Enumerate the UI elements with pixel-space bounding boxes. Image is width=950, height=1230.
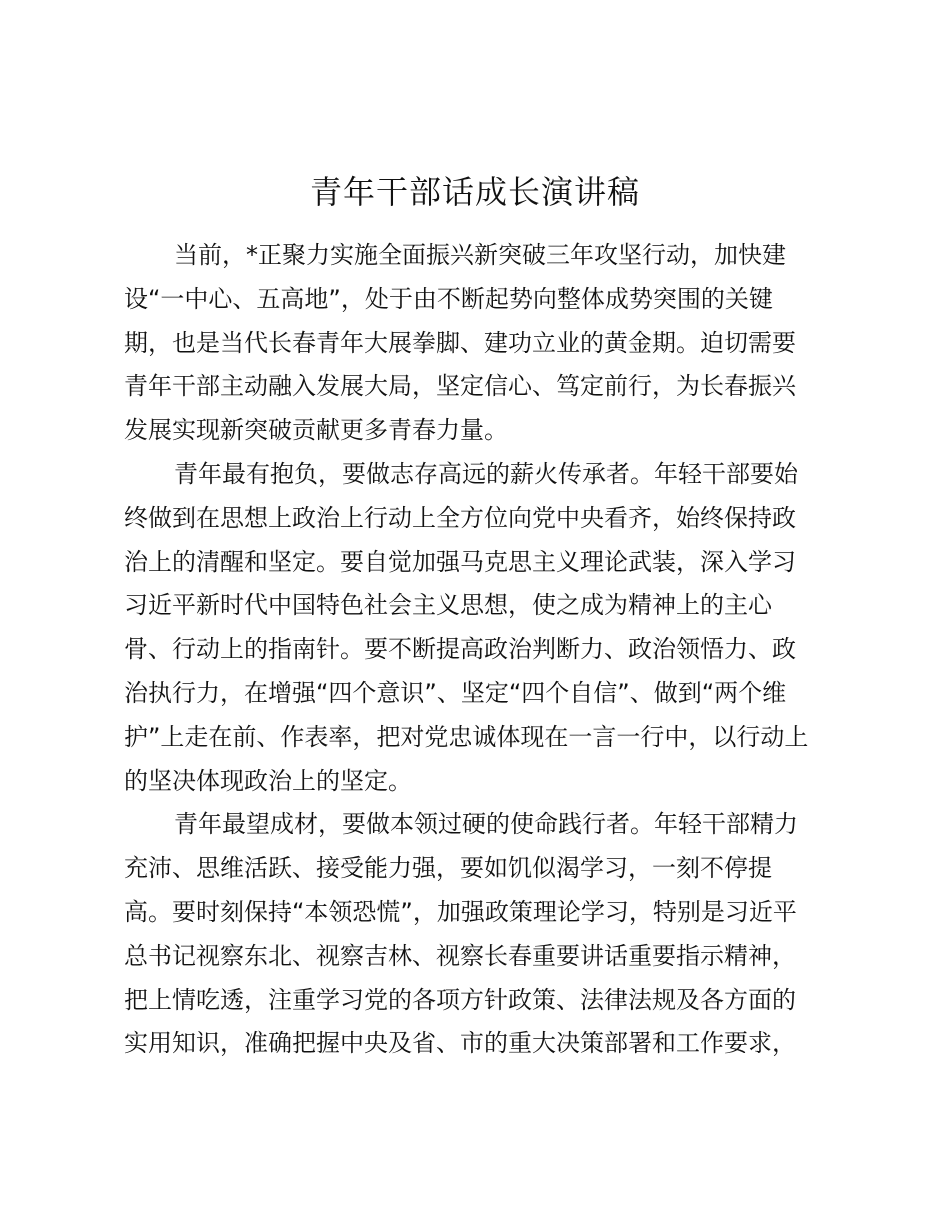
paragraph-3-line-5: 把上情吃透，注重学习党的各项方针政策、法律法规及各方面的 [124, 985, 796, 1014]
paragraph-3-line-6: 实用知识，准确把握中央及省、市的重大决策部署和工作要求， [124, 1029, 796, 1058]
document-body [124, 234, 844, 1066]
paragraph-1-line-5: 发展实现新突破贡献更多青春力量。 [124, 416, 508, 445]
paragraph-2-line-2: 终做到在思想上政治上行动上全方位向党中央看齐，始终保持政 [124, 503, 796, 532]
paragraph-3-line-3: 高。要时刻保持“本领恐慌”，加强政策理论学习，特别是习近平 [124, 897, 797, 926]
paragraph-2-line-3: 治上的清醒和坚定。要自觉加强马克思主义理论武装，深入学习 [124, 547, 796, 576]
paragraph-1-line-2: 设“一中心、五高地”，处于由不断起势向整体成势突围的关键 [124, 284, 773, 313]
paragraph-2-line-1: 青年最有抱负，要做志存高远的薪火传承者。年轻干部要始 [174, 459, 798, 488]
paragraph-2-line-8: 的坚决体现政治上的坚定。 [124, 766, 412, 795]
paragraph-2-line-4: 习近平新时代中国特色社会主义思想，使之成为精神上的主心 [124, 591, 772, 620]
paragraph-1-line-1: 当前，*正聚力实施全面振兴新突破三年攻坚行动，加快建 [174, 241, 786, 269]
paragraph-1-line-3: 期，也是当代长春青年大展拳脚、建功立业的黄金期。迫切需要 [124, 328, 796, 357]
paragraph-2-line-5: 骨、行动上的指南针。要不断提高政治判断力、政治领悟力、政 [124, 635, 796, 664]
paragraph-1-line-4: 青年干部主动融入发展大局，坚定信心、笃定前行，为长春振兴 [124, 372, 796, 401]
paragraph-2-line-6: 治执行力，在增强“四个意识”、坚定“四个自信”、做到“两个维 [124, 678, 787, 707]
paragraph-3-line-1: 青年最望成材，要做本领过硬的使命践行者。年轻干部精力 [174, 810, 798, 839]
document-title: 青年干部话成长演讲稿 [309, 173, 640, 211]
paragraph-3-line-4: 总书记视察东北、视察吉林、视察长春重要讲话重要指示精神， [124, 941, 796, 970]
paragraph-2-line-7: 护”上走在前、作表率，把对党忠诚体现在一言一行中，以行动上 [124, 722, 809, 751]
paragraph-3-line-2: 充沛、思维活跃、接受能力强，要如饥似渴学习，一刻不停提 [124, 854, 772, 883]
